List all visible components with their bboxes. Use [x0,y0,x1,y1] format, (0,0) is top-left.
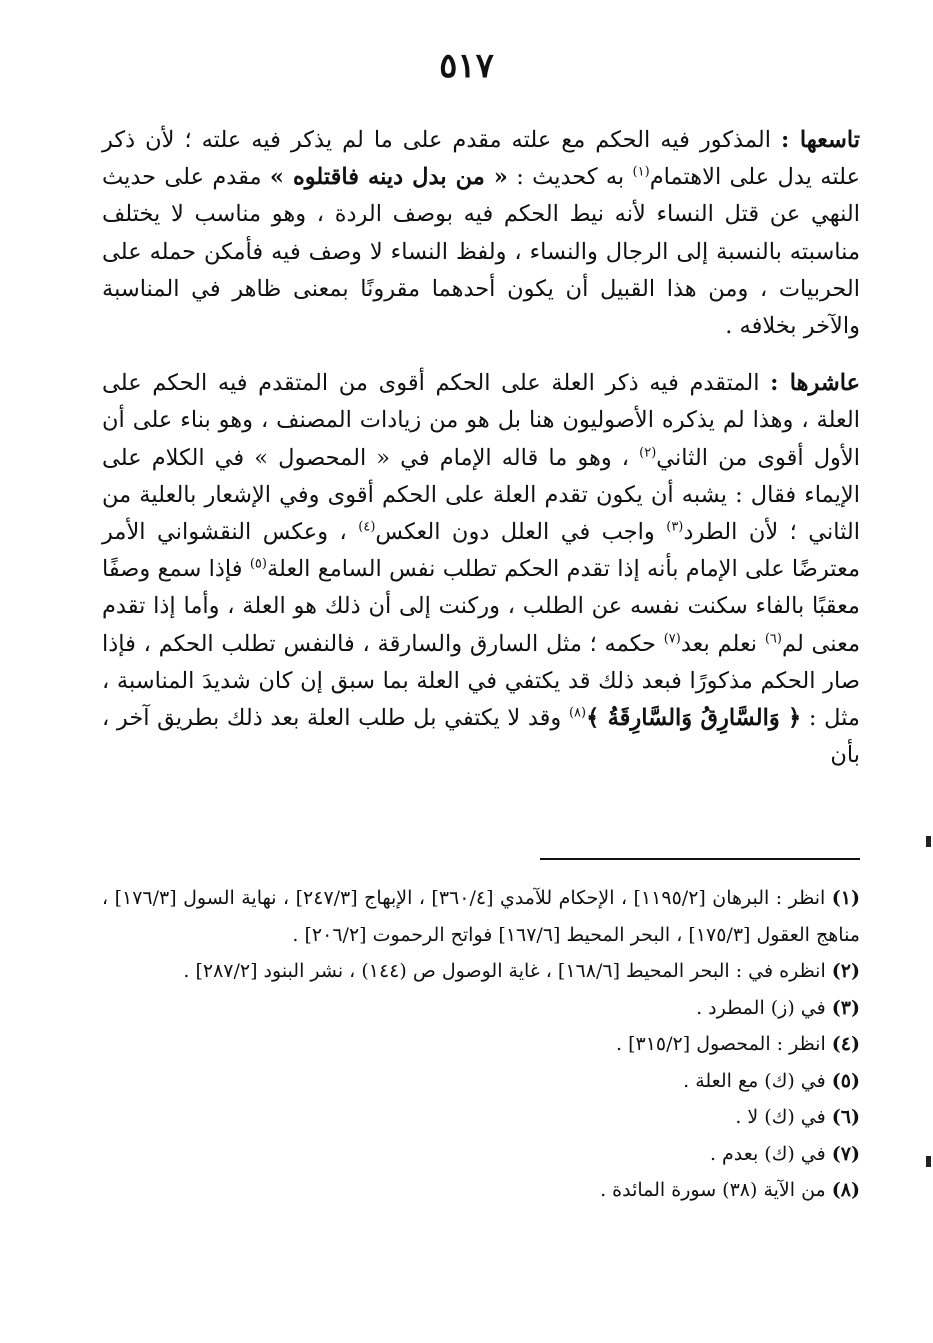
footnote-ref: (٢) [639,445,657,461]
text-run: ، وهو ما قاله الإمام في « المحصول » في الكلام على الإيماء فقال : يشبه أن يكون تقدم العلة على الحكم أقوى وفي الإشعار بالعلية من الثاني ؛ لأن الطرد [102,444,861,546]
footnote-text: في (ك) بعدم . [709,1142,826,1165]
paragraph [102,365,860,774]
footnote-ref: (٧) [663,631,681,647]
footnote-ref: (١) [632,164,650,180]
footnote-text: انظر : البرهان [١١٩٥/٢] ، الإحكام للآمدي [٣٦٠/٤] ، الإبهاج [٢٤٧/٣] ، نهاية السول [١٧٦/٣] ، مناهج العقول [١٧٥/٣] ، البحر المحيط [١٦٧/٦] فواتح الرحموت [٢٠٦/٢] . [102,887,860,946]
text-run: المتقدم فيه ذكر العلة على الحكم أقوى من المتقدم فيه الحكم على العلة ، وهذا لم يذكره الأصوليون هنا بل هو من زيادات المصنف ، وهو بناء على أن الأول أقوى من الثاني [102,370,860,471]
footnote-number: (٣) [831,996,860,1019]
page-number: ٥١٧ [439,46,494,86]
text-run: نعلم بعد [680,630,765,657]
footnote-ref: (٨) [568,705,587,721]
quoted-text: ﴿ وَالسَّارِقُ وَالسَّارِقَةُ ﴾ [586,705,802,732]
footnote-number: (٥) [831,1069,860,1092]
footnote-item [102,1136,860,1173]
paragraph-lead: عاشرها : [770,370,860,397]
footnote-item [102,1063,860,1100]
text-run: وقد لا يكتفي بل طلب العلة بعد ذلك بطريق آخر ، بأن [102,705,860,769]
footnote-number: (٦) [831,1106,860,1128]
footnote-text: انظره في : البحر المحيط [١٦٨/٦] ، غاية الوصول ص (١٤٤) ، نشر البنود [٢٨٧/٢] . [183,960,826,982]
footnote-text: في (ك) لا . [735,1106,826,1128]
scan-edge-mark [926,1156,931,1167]
paragraph-lead: تاسعها : [780,127,860,153]
quoted-text: « من بدل دينه فاقتلوه » [269,164,508,191]
text-run: المذكور فيه الحكم مع علته مقدم على ما لم يذكر فيه علته ؛ لأن ذكر علته يدل على الاهتمام [102,127,861,191]
footnote-text: من الآية (٣٨) سورة المائدة . [600,1179,826,1201]
footnote-item [102,1172,860,1209]
scan-edge-mark [926,836,931,847]
footnote-ref: (٦) [764,631,782,647]
footnote-divider [540,858,860,860]
footnote-number: (١) [831,887,860,909]
footnote-ref: (٤) [358,519,376,535]
footnote-ref: (٣) [666,519,684,535]
footnote-item [102,1099,860,1136]
footnotes-list [102,880,860,1209]
footnote-number: (٤) [831,1033,860,1055]
text-run: به كحديث : [507,164,633,191]
footnote-item [102,1026,860,1063]
footnote-item [102,990,860,1027]
footnote-text: في (ك) مع العلة . [683,1069,826,1092]
text-run: حكمه ؛ مثل السارق والسارقة ، فالنفس تطلب الحكم ، فإذا صار الحكم مذكورًا فبعد ذلك قد يكتفي في العلة بما سبق إن كان شديدَ المناسبة ، مثل : [102,630,860,732]
footnote-number: (٧) [831,1142,860,1165]
footnote-number: (٢) [831,960,860,982]
main-text [102,122,860,794]
footnote-text: انظر : المحصول [٣١٥/٢] . [616,1033,826,1055]
paragraph [102,122,860,345]
text-run: مقدم على حديث النهي عن قتل النساء لأنه نيط الحكم فيه بوصف الردة ، وهو مناسب لا يختلف مناسبته بالنسبة إلى الرجال والنساء ، ولفظ النساء لا وصف فيه فأمكن حمله على الحربيات ، ومن هذا القبيل أن يكون أحدهما مقرونًا بمعنى ظاهر في المناسبة والآخر بخلافه . [102,164,860,340]
footnote-text: في (ز) المطرد . [696,996,826,1019]
footnote-number: (٨) [831,1179,860,1201]
footnote-item [102,880,860,953]
text-run: ، وعكس النقشواني الأمر معترضًا على الإمام بأنه إذا تقدم الحكم تطلب نفس السامع العلة [102,519,860,583]
footnote-ref: (٥) [249,556,267,572]
text-run: واجب في العلل دون العكس [375,519,667,546]
footnote-item [102,953,860,990]
text-run: فإذا سمع وصفًا معقبًا بالفاء سكنت نفسه عن الطلب ، وركنت إلى أن ذلك هو العلة ، وأما إذا تقدم معنى لم [102,556,861,657]
